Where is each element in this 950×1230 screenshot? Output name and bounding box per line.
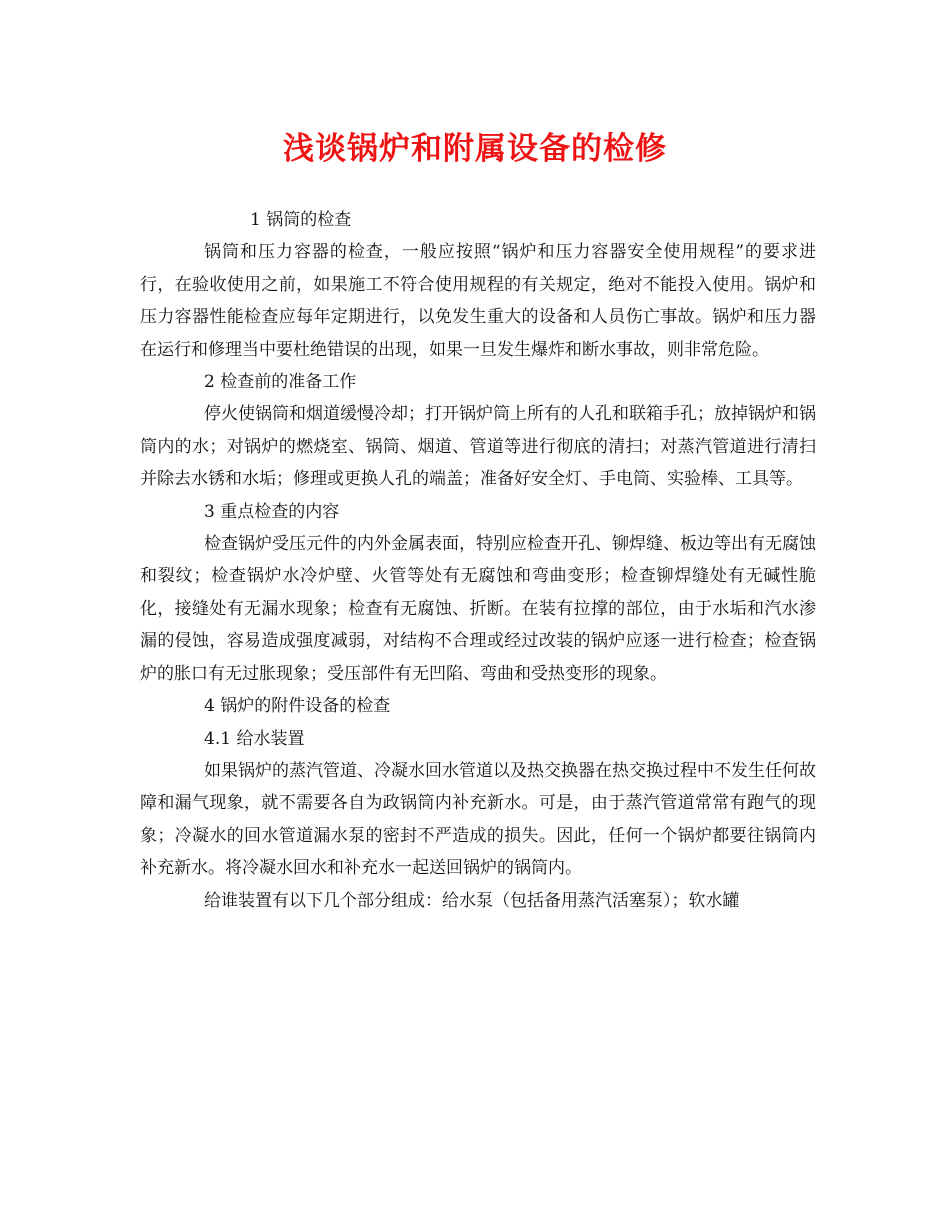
section-heading: 2 检查前的准备工作	[204, 372, 357, 393]
paragraph: 检查锅炉受压元件的内外金属表面，特别应检查开孔、铆焊缝、板边等出有无腐蚀和裂纹；检查锅炉水冷炉壁、火管等处有无腐蚀和弯曲变形；检查铆焊缝处有无碱性脆化，接缝处有无漏水现象；检查有无腐蚀、折断。在装有拉撑的部位，由于水垢和汽水渗漏的侵蚀，容易造成强度减弱，对结构不合理或经过改装的锅炉应逐一进行检查；检查锅炉的胀口有无过胀现象；受压部件有无凹陷、弯曲和受热变形的现象。	[140, 534, 816, 684]
section-heading: 1 锅筒的检查	[250, 210, 352, 230]
section-heading: 3 重点检查的内容	[204, 501, 340, 522]
paragraph: 给谁装置有以下几个部分组成：给水泵（包括备用蒸汽活塞泵）；软水罐	[204, 890, 740, 911]
paragraph: 如果锅炉的蒸汽管道、冷凝水回水管道以及热交换器在热交换过程中不发生任何故障和漏气现象，就不需要各自为政锅筒内补充新水。可是，由于蒸汽管道常常有跑气的现象；冷凝水的回水管道漏水泵的密封不严造成的损失。因此，任何一个锅炉都要往锅筒内补充新水。将冷凝水回水和补充水一起送回锅炉的锅筒内。	[140, 760, 816, 879]
document-body	[140, 204, 816, 917]
paragraph: 锅筒和压力容器的检查，一般应按照“锅炉和压力容器安全使用规程”的要求进行，在验收使用之前，如果施工不符合使用规程的有关规定，绝对不能投入使用。锅炉和压力容器性能检查应每年定期进行，以免发生重大的设备和人员伤亡事故。锅炉和压力器在运行和修理当中要杜绝错误的出现，如果一旦发生爆炸和断水事故，则非常危险。	[140, 242, 816, 360]
section-heading: 4 锅炉的附件设备的检查	[204, 696, 391, 717]
subsection-heading: 4.1 给水装置	[204, 728, 305, 749]
document-title: 浅谈锅炉和附属设备的检修	[283, 131, 667, 167]
paragraph: 停火使锅筒和烟道缓慢冷却；打开锅炉筒上所有的人孔和联箱手孔；放掉锅炉和锅筒内的水；对锅炉的燃烧室、锅筒、烟道、管道等进行彻底的清扫；对蒸汽管道进行清扫并除去水锈和水垢；修理或更换人孔的端盖；准备好安全灯、手电筒、实验棒、工具等。	[140, 404, 816, 490]
